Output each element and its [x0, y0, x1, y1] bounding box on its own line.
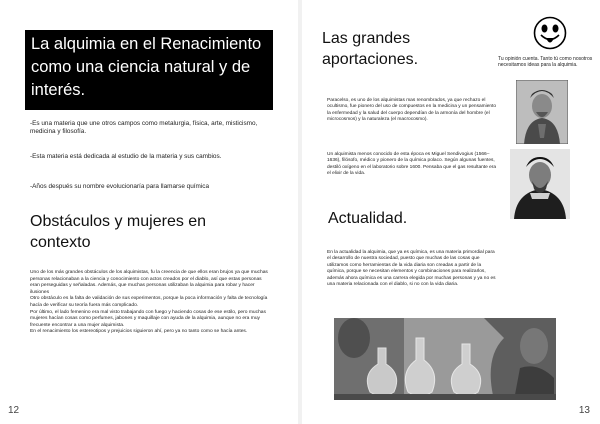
opinion-note: Tu opinión cuenta. Tanto tú como nosotros necesitamos ideas para la alquimia. [498, 56, 593, 69]
body-paragraph: Uno de los más grandes obstáculos de los alquimistas, fu la creencia de que ellos eran brujos ya que muchas personas relacionaban a la ciencia y conocimiento con actos creados por el diablo, así que estas personas eran perseguidas y señaladas. Además, que muchas personas utilizaban la alquimia para robar y hacer ilusiones [30, 270, 268, 295]
paracelso-portrait [516, 80, 568, 144]
page-number-right: 13 [578, 405, 590, 416]
section-heading-actualidad: Actualidad. [328, 210, 408, 227]
obstaculos-body [30, 270, 270, 336]
section-heading-obstaculos: Obstáculos y mujeres en contexto [30, 213, 207, 251]
paracelso-paragraph: Paracelso, es uno de los alquimistas mas renombrados, ya que rechazo el ocultismo, fue pionero del uso de compuestos en la medicina y un pensamiento la enfermedad y la salud del cuerpo dependían de la armonía del hombre (el microcosmos) y la naturaleza (el macrocosmo). [327, 98, 497, 123]
alchemist-flasks-photo [334, 318, 556, 400]
page-title: La alquimia en el Renacimiento como una ciencia natural y de interés. [31, 35, 262, 99]
body-paragraph: Por último, el lado femenino era mal visto trabajando con fuego y haciendo cosas de ese estilo, pero muchas mujeres hacían cosas como perfumes, jabones y maquillaje con ayuda de la alquimia, aunque no era muy frecuente encontrar a una mujer alquimista. [30, 309, 266, 328]
title-box [25, 30, 273, 110]
left-page [0, 0, 298, 424]
page-number-left: 12 [8, 405, 20, 416]
bullet-item: -Es una materia que une otros campos como metalurgia, física, arte, misticismo, medicina y filosofía. [30, 120, 258, 136]
sendivogius-portrait [510, 149, 570, 219]
bullet-item: -Esta materia está dedicada al estudio de la materia y sus cambios. [30, 153, 222, 160]
section-heading-aportaciones: Las grandes aportaciones. [322, 30, 419, 68]
sendivogius-paragraph: Un alquimista menos conocido de esta época es Miguel Sendivogius (1566–1636), filósofo, médico y pionero de la química polaco. Según algunas fuentes, destiló oxígeno en el laboratorio sobre 1600. Pensaba que el gas resultante era el elixir de la vida. [327, 152, 497, 177]
smiley-tongue-icon [533, 16, 567, 50]
body-paragraph: Otro obstáculo es la falta de validación de sus experimentos, porque la poca información y falta de tecnología hacía de verificar su teoría fuera más complicado. [30, 296, 268, 308]
body-paragraph: En el renacimiento los estereotipos y prejuicios siguieron ahí, pero ya no tanto como se hacía antes. [30, 329, 248, 335]
actualidad-paragraph: En la actualidad la alquimia, que ya es química, es una materia primordial para el desarrollo de nuestra sociedad, puesto que muchas de las cosas que utilizamos como herramientas de la vida diaria son creadas a partir de la química, porque se necesitan elementos y combinaciones para realizarlos, además ahora química es una carrera elegida por muchas personas y ya no es una materia relacionada con el diablo, si no con la vida diaria. [327, 250, 496, 288]
bullet-item: -Años después su nombre evolucionaría para llamarse química [30, 183, 210, 190]
right-page [302, 0, 600, 424]
